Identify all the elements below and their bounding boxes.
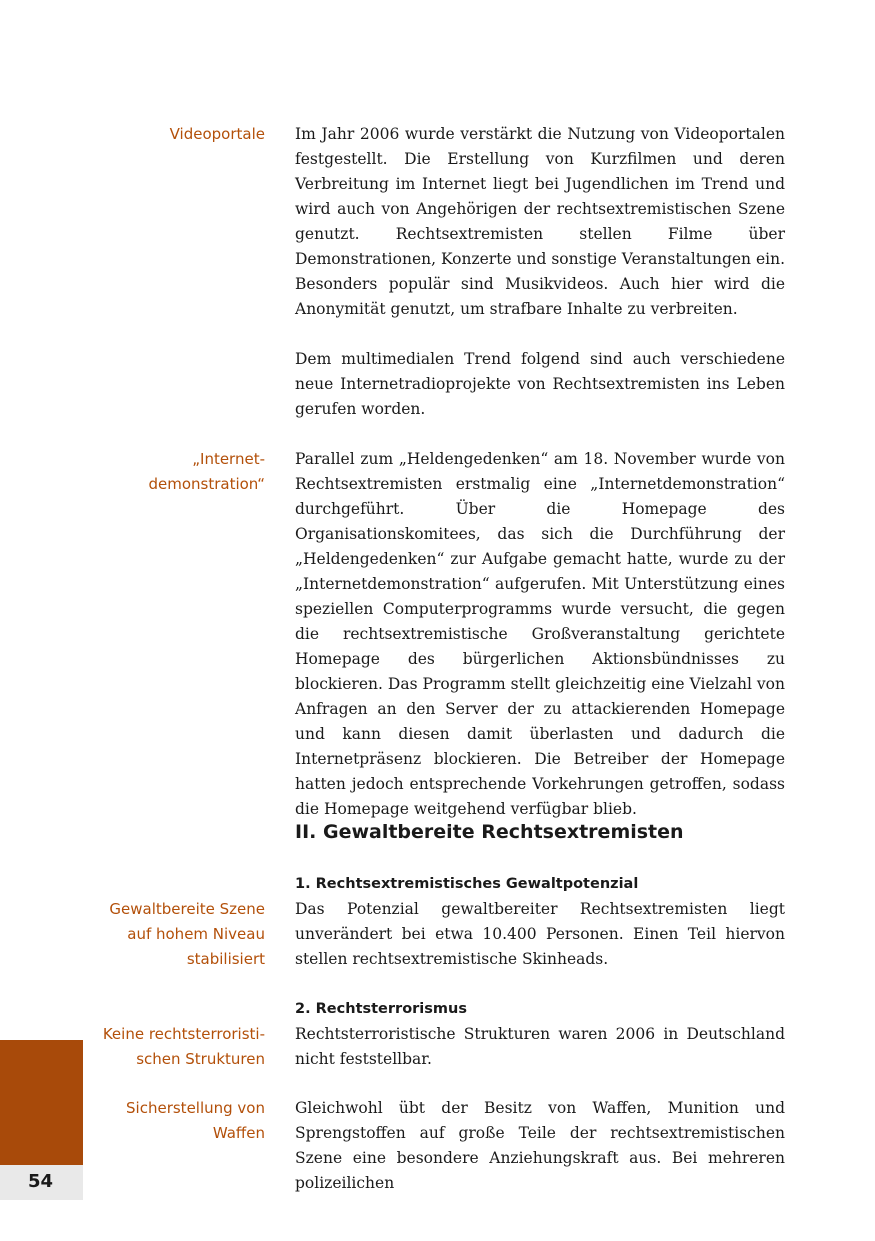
paragraph-gewaltpotenzial: Das Potenzial gewaltbereiter Rechtsextremisten liegt unverändert bei etwa 10.400 Personen. Einen Teil hiervon stellen rechtsextremistische Skinheads. — [295, 900, 785, 968]
page-number: 54 — [28, 1171, 54, 1192]
margin-note-keine-strukturen — [60, 1022, 265, 1072]
margin-note-line: Gewaltbereite Szene — [109, 900, 265, 918]
paragraph-waffen: Gleichwohl übt der Besitz von Waffen, Munition und Sprengstoffen auf große Teile der rechtsextremistischen Szene eine besondere Anziehungskraft aus. Bei mehreren polizeilichen — [295, 1099, 785, 1192]
paragraph-internetdemonstration: Parallel zum „Heldengedenken“ am 18. November wurde von Rechtsextremisten erstmalig eine „Internetdemonstration“ durchgeführt. Über die Homepage des Organisationskomitees, das sich die Durchführung der „Heldengedenken“ zur Aufgabe gemacht hatte, wurde zu der „Internetdemonstration“ aufgerufen. Mit Unterstützung eines speziellen Computerprogramms wurde versucht, die gegen die rechtsextremistische Großveranstaltung gerichtete Homepage des bürgerlichen Aktionsbündnisses zu blockieren. Das Programm stellt gleichzeitig eine Vielzahl von Anfragen an den Server der zu attackierenden Homepage und kann diesen damit überlasten und dadurch die Internetpräsenz blockieren. Die Betreiber der Homepage hatten jedoch entsprechende Vorkehrungen getroffen, sodass die Homepage weitgehend verfügbar blieb. — [295, 450, 785, 818]
page-number-box — [0, 1165, 83, 1200]
page-accent-bar — [0, 1040, 83, 1165]
margin-note-videoportale — [60, 122, 265, 147]
margin-note-gewaltbereite-szene — [60, 897, 265, 972]
subheading-gewaltpotenzial: 1. Rechtsextremistisches Gewaltpotenzial — [295, 876, 639, 892]
margin-note-line: Sicherstellung von — [126, 1099, 265, 1117]
margin-note-line: schen Strukturen — [136, 1050, 265, 1068]
margin-note-sicherstellung — [60, 1096, 265, 1146]
margin-note-line: demonstration“ — [148, 475, 265, 493]
subheading-rechtsterrorismus: 2. Rechtsterrorismus — [295, 1001, 467, 1017]
margin-note-line: auf hohem Niveau — [127, 925, 265, 943]
margin-note-line: stabilisiert — [186, 950, 265, 968]
paragraph-internetradio: Dem multimedialen Trend folgend sind auch verschiedene neue Internetradioprojekte von Rechtsextremisten ins Leben gerufen worden. — [295, 350, 785, 418]
section-heading: II. Gewaltbereite Rechtsextremisten — [295, 821, 684, 843]
paragraph-rechtsterrorismus: Rechtsterroristische Strukturen waren 2006 in Deutschland nicht feststellbar. — [295, 1025, 785, 1068]
margin-note-internetdemonstration — [60, 447, 265, 497]
margin-note-line: Keine rechtsterroristi- — [102, 1025, 265, 1043]
margin-note-line: „Internet- — [192, 450, 265, 468]
paragraph-videoportale: Im Jahr 2006 wurde verstärkt die Nutzung von Videoportalen festgestellt. Die Erstellung von Kurzfilmen und deren Verbreitung im Internet liegt bei Jugendlichen im Trend und wird auch von Angehörigen der rechtsextremistischen Szene genutzt. Rechtsextremisten stellen Filme über Demonstrationen, Konzerte und sonstige Veranstaltungen ein. Besonders populär sind Musikvideos. Auch hier wird die Anonymität genutzt, um strafbare Inhalte zu verbreiten. — [295, 125, 785, 318]
margin-note-line: Waffen — [212, 1124, 265, 1142]
margin-note-line: Videoportale — [169, 125, 265, 143]
